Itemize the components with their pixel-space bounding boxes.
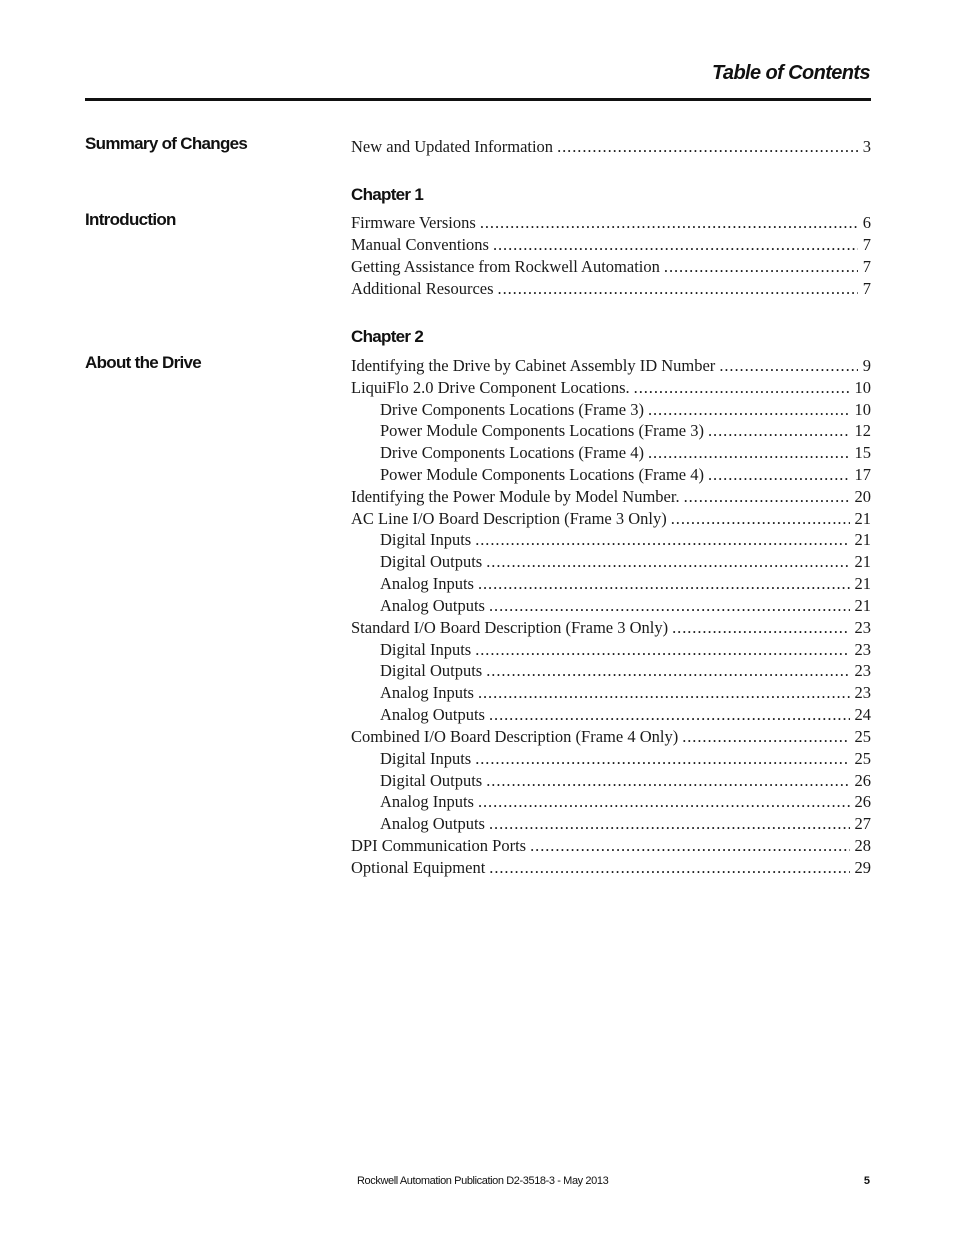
dot-leader bbox=[478, 682, 850, 704]
dot-leader bbox=[648, 399, 850, 421]
dot-leader bbox=[478, 573, 850, 595]
toc-entry-label: Analog Inputs bbox=[380, 683, 474, 702]
toc-entry-label: Identifying the Drive by Cabinet Assembly ID Number bbox=[351, 356, 716, 375]
dot-leader bbox=[719, 355, 857, 377]
section-summary-of-changes: Summary of Changes bbox=[85, 134, 248, 153]
toc-entry-label: Digital Outputs bbox=[380, 552, 483, 571]
toc-entry[interactable] bbox=[351, 136, 871, 158]
toc-entry-label: Digital Inputs bbox=[380, 640, 472, 659]
toc-entry-page: 21 bbox=[854, 509, 871, 528]
title-rule bbox=[85, 98, 871, 101]
toc-subentry[interactable] bbox=[380, 639, 871, 661]
toc-entry-page: 28 bbox=[854, 836, 871, 855]
dot-leader bbox=[634, 377, 850, 399]
toc-entry-label: Drive Components Locations (Frame 3) bbox=[380, 400, 644, 419]
toc-entry-page: 21 bbox=[854, 574, 871, 593]
dot-leader bbox=[664, 256, 858, 278]
dot-leader bbox=[489, 857, 849, 879]
toc-entry-page: 24 bbox=[854, 705, 871, 724]
toc-entry-page: 10 bbox=[854, 400, 871, 419]
toc-entry[interactable] bbox=[351, 835, 871, 857]
section-about-the-drive: About the Drive bbox=[85, 353, 202, 372]
toc-entry-label: Combined I/O Board Description (Frame 4 Only) bbox=[351, 727, 679, 746]
toc-entry-label: Digital Outputs bbox=[380, 661, 483, 680]
toc-entry-label: Manual Conventions bbox=[351, 235, 489, 254]
toc-subentry[interactable] bbox=[380, 660, 871, 682]
dot-leader bbox=[486, 770, 849, 792]
toc-entry-page: 21 bbox=[854, 530, 871, 549]
toc-entry-label: Analog Outputs bbox=[380, 705, 485, 724]
toc-entry-page: 21 bbox=[854, 596, 871, 615]
toc-subentry[interactable] bbox=[380, 770, 871, 792]
toc-entry-label: Getting Assistance from Rockwell Automation bbox=[351, 257, 660, 276]
toc-entry-label: New and Updated Information bbox=[351, 137, 554, 156]
toc-subentry[interactable] bbox=[380, 748, 871, 770]
dot-leader bbox=[671, 508, 850, 530]
toc-entry-page: 6 bbox=[862, 213, 871, 232]
toc-entry-page: 12 bbox=[854, 421, 871, 440]
dot-leader bbox=[475, 639, 849, 661]
toc-entry-page: 10 bbox=[854, 378, 871, 397]
section-introduction: Introduction bbox=[85, 210, 176, 229]
toc-entry-label: Analog Outputs bbox=[380, 596, 485, 615]
toc-entry-page: 25 bbox=[854, 749, 871, 768]
dot-leader bbox=[648, 442, 850, 464]
toc-subentry[interactable] bbox=[380, 464, 871, 486]
toc-entry[interactable] bbox=[351, 857, 871, 879]
toc-entry-page: 27 bbox=[854, 814, 871, 833]
toc-entry-label: Firmware Versions bbox=[351, 213, 476, 232]
toc-entry-label: AC Line I/O Board Description (Frame 3 Only) bbox=[351, 509, 667, 528]
toc-entry-label: Digital Outputs bbox=[380, 771, 483, 790]
toc-entry-label: Analog Inputs bbox=[380, 792, 474, 811]
toc-entry-page: 20 bbox=[854, 487, 871, 506]
toc-entry-page: 21 bbox=[854, 552, 871, 571]
dot-leader bbox=[486, 660, 849, 682]
toc-subentry[interactable] bbox=[380, 791, 871, 813]
toc-entry-label: Power Module Components Locations (Frame 3) bbox=[380, 421, 704, 440]
toc-entry-page: 23 bbox=[854, 618, 871, 637]
dot-leader bbox=[708, 420, 850, 442]
toc-entry-label: Standard I/O Board Description (Frame 3 Only) bbox=[351, 618, 669, 637]
toc-entry-page: 7 bbox=[862, 235, 871, 254]
toc-entry-page: 23 bbox=[854, 661, 871, 680]
dot-leader bbox=[493, 234, 858, 256]
toc-subentry[interactable] bbox=[380, 704, 871, 726]
toc-subentry[interactable] bbox=[380, 420, 871, 442]
toc-entry-page: 29 bbox=[854, 858, 871, 877]
dot-leader bbox=[708, 464, 850, 486]
toc-subentry[interactable] bbox=[380, 442, 871, 464]
dot-leader bbox=[489, 813, 850, 835]
dot-leader bbox=[530, 835, 849, 857]
toc-entry[interactable] bbox=[351, 726, 871, 748]
toc-entry-page: 7 bbox=[862, 279, 871, 298]
toc-entry-label: LiquiFlo 2.0 Drive Component Locations. bbox=[351, 378, 630, 397]
dot-leader bbox=[475, 529, 849, 551]
toc-entry-page: 23 bbox=[854, 640, 871, 659]
toc-entry-label: Optional Equipment bbox=[351, 858, 486, 877]
toc-subentry[interactable] bbox=[380, 813, 871, 835]
toc-entry[interactable] bbox=[351, 278, 871, 300]
dot-leader bbox=[486, 551, 849, 573]
toc-entry[interactable] bbox=[351, 508, 871, 530]
toc-entry-label: Additional Resources bbox=[351, 279, 494, 298]
toc-entry-label: DPI Communication Ports bbox=[351, 836, 527, 855]
page-number: 5 bbox=[863, 1175, 870, 1187]
chapter-1-heading: Chapter 1 bbox=[351, 185, 424, 204]
toc-entry[interactable] bbox=[351, 617, 871, 639]
publication-footer: Rockwell Automation Publication D2-3518-3 - May 2013 bbox=[357, 1175, 609, 1187]
dot-leader bbox=[498, 278, 858, 300]
toc-entry-page: 26 bbox=[854, 792, 871, 811]
dot-leader bbox=[478, 791, 850, 813]
toc-entry-page: 25 bbox=[854, 727, 871, 746]
toc-entry[interactable] bbox=[351, 234, 871, 256]
toc-subentry[interactable] bbox=[380, 682, 871, 704]
toc-entry-page: 9 bbox=[862, 356, 871, 375]
dot-leader bbox=[672, 617, 849, 639]
toc-entry-page: 17 bbox=[854, 465, 871, 484]
chapter-2-heading: Chapter 2 bbox=[351, 327, 424, 346]
toc-subentry[interactable] bbox=[380, 551, 871, 573]
toc-entry-label: Power Module Components Locations (Frame 4) bbox=[380, 465, 704, 484]
toc-entry-page: 3 bbox=[862, 137, 871, 156]
toc-entry-label: Digital Inputs bbox=[380, 530, 472, 549]
dot-leader bbox=[489, 704, 850, 726]
toc-entry[interactable] bbox=[351, 256, 871, 278]
dot-leader bbox=[682, 726, 849, 748]
toc-entry-label: Drive Components Locations (Frame 4) bbox=[380, 443, 644, 462]
toc-entry-label: Identifying the Power Module by Model Number. bbox=[351, 487, 680, 506]
toc-subentry[interactable] bbox=[380, 529, 871, 551]
toc-entry-label: Analog Outputs bbox=[380, 814, 485, 833]
toc-subentry[interactable] bbox=[380, 399, 871, 421]
dot-leader bbox=[480, 212, 858, 234]
dot-leader bbox=[489, 595, 850, 617]
page-title: Table of Contents bbox=[712, 62, 870, 84]
toc-entry-page: 26 bbox=[854, 771, 871, 790]
toc-entry-label: Analog Inputs bbox=[380, 574, 474, 593]
toc-entry-page: 7 bbox=[862, 257, 871, 276]
dot-leader bbox=[475, 748, 849, 770]
toc-entry[interactable] bbox=[351, 377, 871, 399]
dot-leader bbox=[557, 136, 858, 158]
toc-entry-label: Digital Inputs bbox=[380, 749, 472, 768]
toc-entry-page: 23 bbox=[854, 683, 871, 702]
toc-subentry[interactable] bbox=[380, 573, 871, 595]
dot-leader bbox=[684, 486, 850, 508]
toc-entry-page: 15 bbox=[854, 443, 871, 462]
toc-entry[interactable] bbox=[351, 212, 871, 234]
toc-entry[interactable] bbox=[351, 355, 871, 377]
toc-subentry[interactable] bbox=[380, 595, 871, 617]
toc-entry[interactable] bbox=[351, 486, 871, 508]
